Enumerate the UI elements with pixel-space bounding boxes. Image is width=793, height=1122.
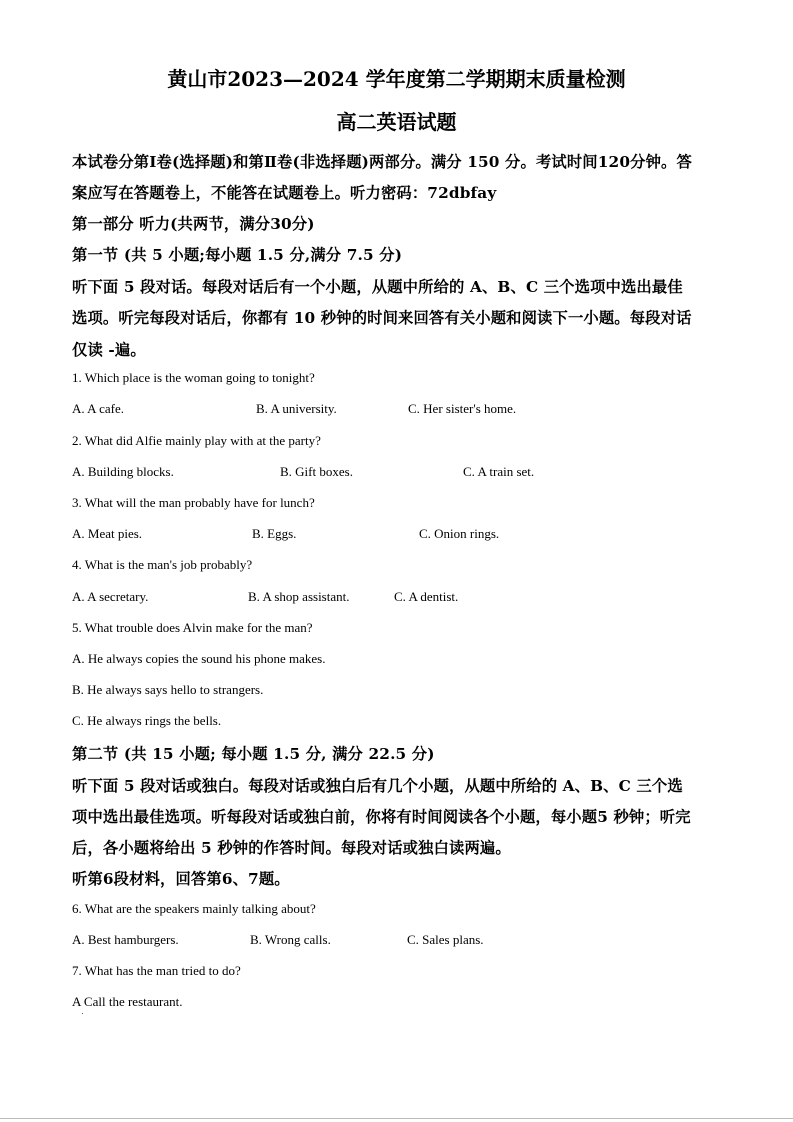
option-6b: B. Wrong calls. [250, 932, 331, 947]
option-4b: B. A shop assistant. [248, 589, 350, 604]
option-3b: B. Eggs. [252, 526, 297, 541]
question-stem-1: 1. Which place is the woman going to tonight? [72, 370, 315, 385]
section2-instruction-2: 项中选出最佳选项。听每段对话或独白前，你将有时间阅读各个小题，每小题5 秒钟；听完 [72, 808, 691, 826]
question-stem-5: 5. What trouble does Alvin make for the man? [72, 620, 313, 635]
option-4c: C. A dentist. [394, 589, 459, 604]
page-bottom-rule [0, 1118, 793, 1119]
section2-heading: 第二节 (共 15 小题; 每小题 1.5 分, 满分 22.5 分) [72, 745, 435, 763]
page-title: 黄山市2023—2024 学年度第二学期期末质量检测 [167, 67, 626, 91]
option-5c: C. He always rings the bells. [72, 713, 222, 728]
question-stem-4: 4. What is the man's job probably? [72, 557, 253, 572]
option-3c: C. Onion rings. [419, 526, 500, 541]
intro-line-1: 本试卷分第Ⅰ卷(选择题)和第Ⅱ卷(非选择题)两部分。满分 150 分。考试时间120分钟。答 [72, 153, 692, 171]
section1-instruction-2: 选项。听完每段对话后，你都有 10 秒钟的时间来回答有关小题和阅读下一小题。每段对话 [72, 309, 692, 327]
question-stem-7: 7. What has the man tried to do? [72, 963, 241, 978]
section1-heading: 第一节 (共 5 小题;每小题 1.5 分,满分 7.5 分) [72, 246, 403, 264]
question-stem-6: 6. What are the speakers mainly talking about? [72, 901, 316, 916]
page-subtitle: 高二英语试题 [336, 110, 457, 134]
section1-instruction-3: 仅读 -遍。 [72, 341, 146, 359]
scan-speck [82, 1013, 83, 1014]
section2-instruction-3: 后，各小题将给出 5 秒钟的作答时间。每段对话或独白读两遍。 [72, 839, 511, 857]
option-7a: A Call the restaurant. [72, 994, 183, 1009]
option-6c: C. Sales plans. [407, 932, 484, 947]
option-5b: B. He always says hello to strangers. [72, 682, 264, 697]
question-stem-3: 3. What will the man probably have for lunch? [72, 495, 315, 510]
option-2c: C. A train set. [463, 464, 535, 479]
option-5a: A. He always copies the sound his phone makes. [72, 651, 326, 666]
question-stem-2: 2. What did Alfie mainly play with at the party? [72, 433, 321, 448]
section1-instruction-1: 听下面 5 段对话。每段对话后有一个小题，从题中所给的 A、B、C 三个选项中选出最佳 [72, 278, 683, 296]
option-3a: A. Meat pies. [72, 526, 143, 541]
part1-heading: 第一部分 听力(共两节，满分30分) [72, 215, 315, 233]
option-4a: A. A secretary. [72, 589, 149, 604]
material-heading-6: 听第6段材料，回答第6、7题。 [72, 870, 290, 888]
option-2b: B. Gift boxes. [280, 464, 353, 479]
option-6a: A. Best hamburgers. [72, 932, 179, 947]
option-1a: A. A cafe. [72, 401, 124, 416]
intro-line-2: 案应写在答题卷上，不能答在试题卷上。听力密码：72dbfay [72, 184, 497, 202]
option-1b: B. A university. [256, 401, 337, 416]
option-1c: C. Her sister's home. [408, 401, 517, 416]
section2-instruction-1: 听下面 5 段对话或独白。每段对话或独白后有几个小题，从题中所给的 A、B、C 三个选 [72, 777, 683, 795]
option-2a: A. Building blocks. [72, 464, 174, 479]
